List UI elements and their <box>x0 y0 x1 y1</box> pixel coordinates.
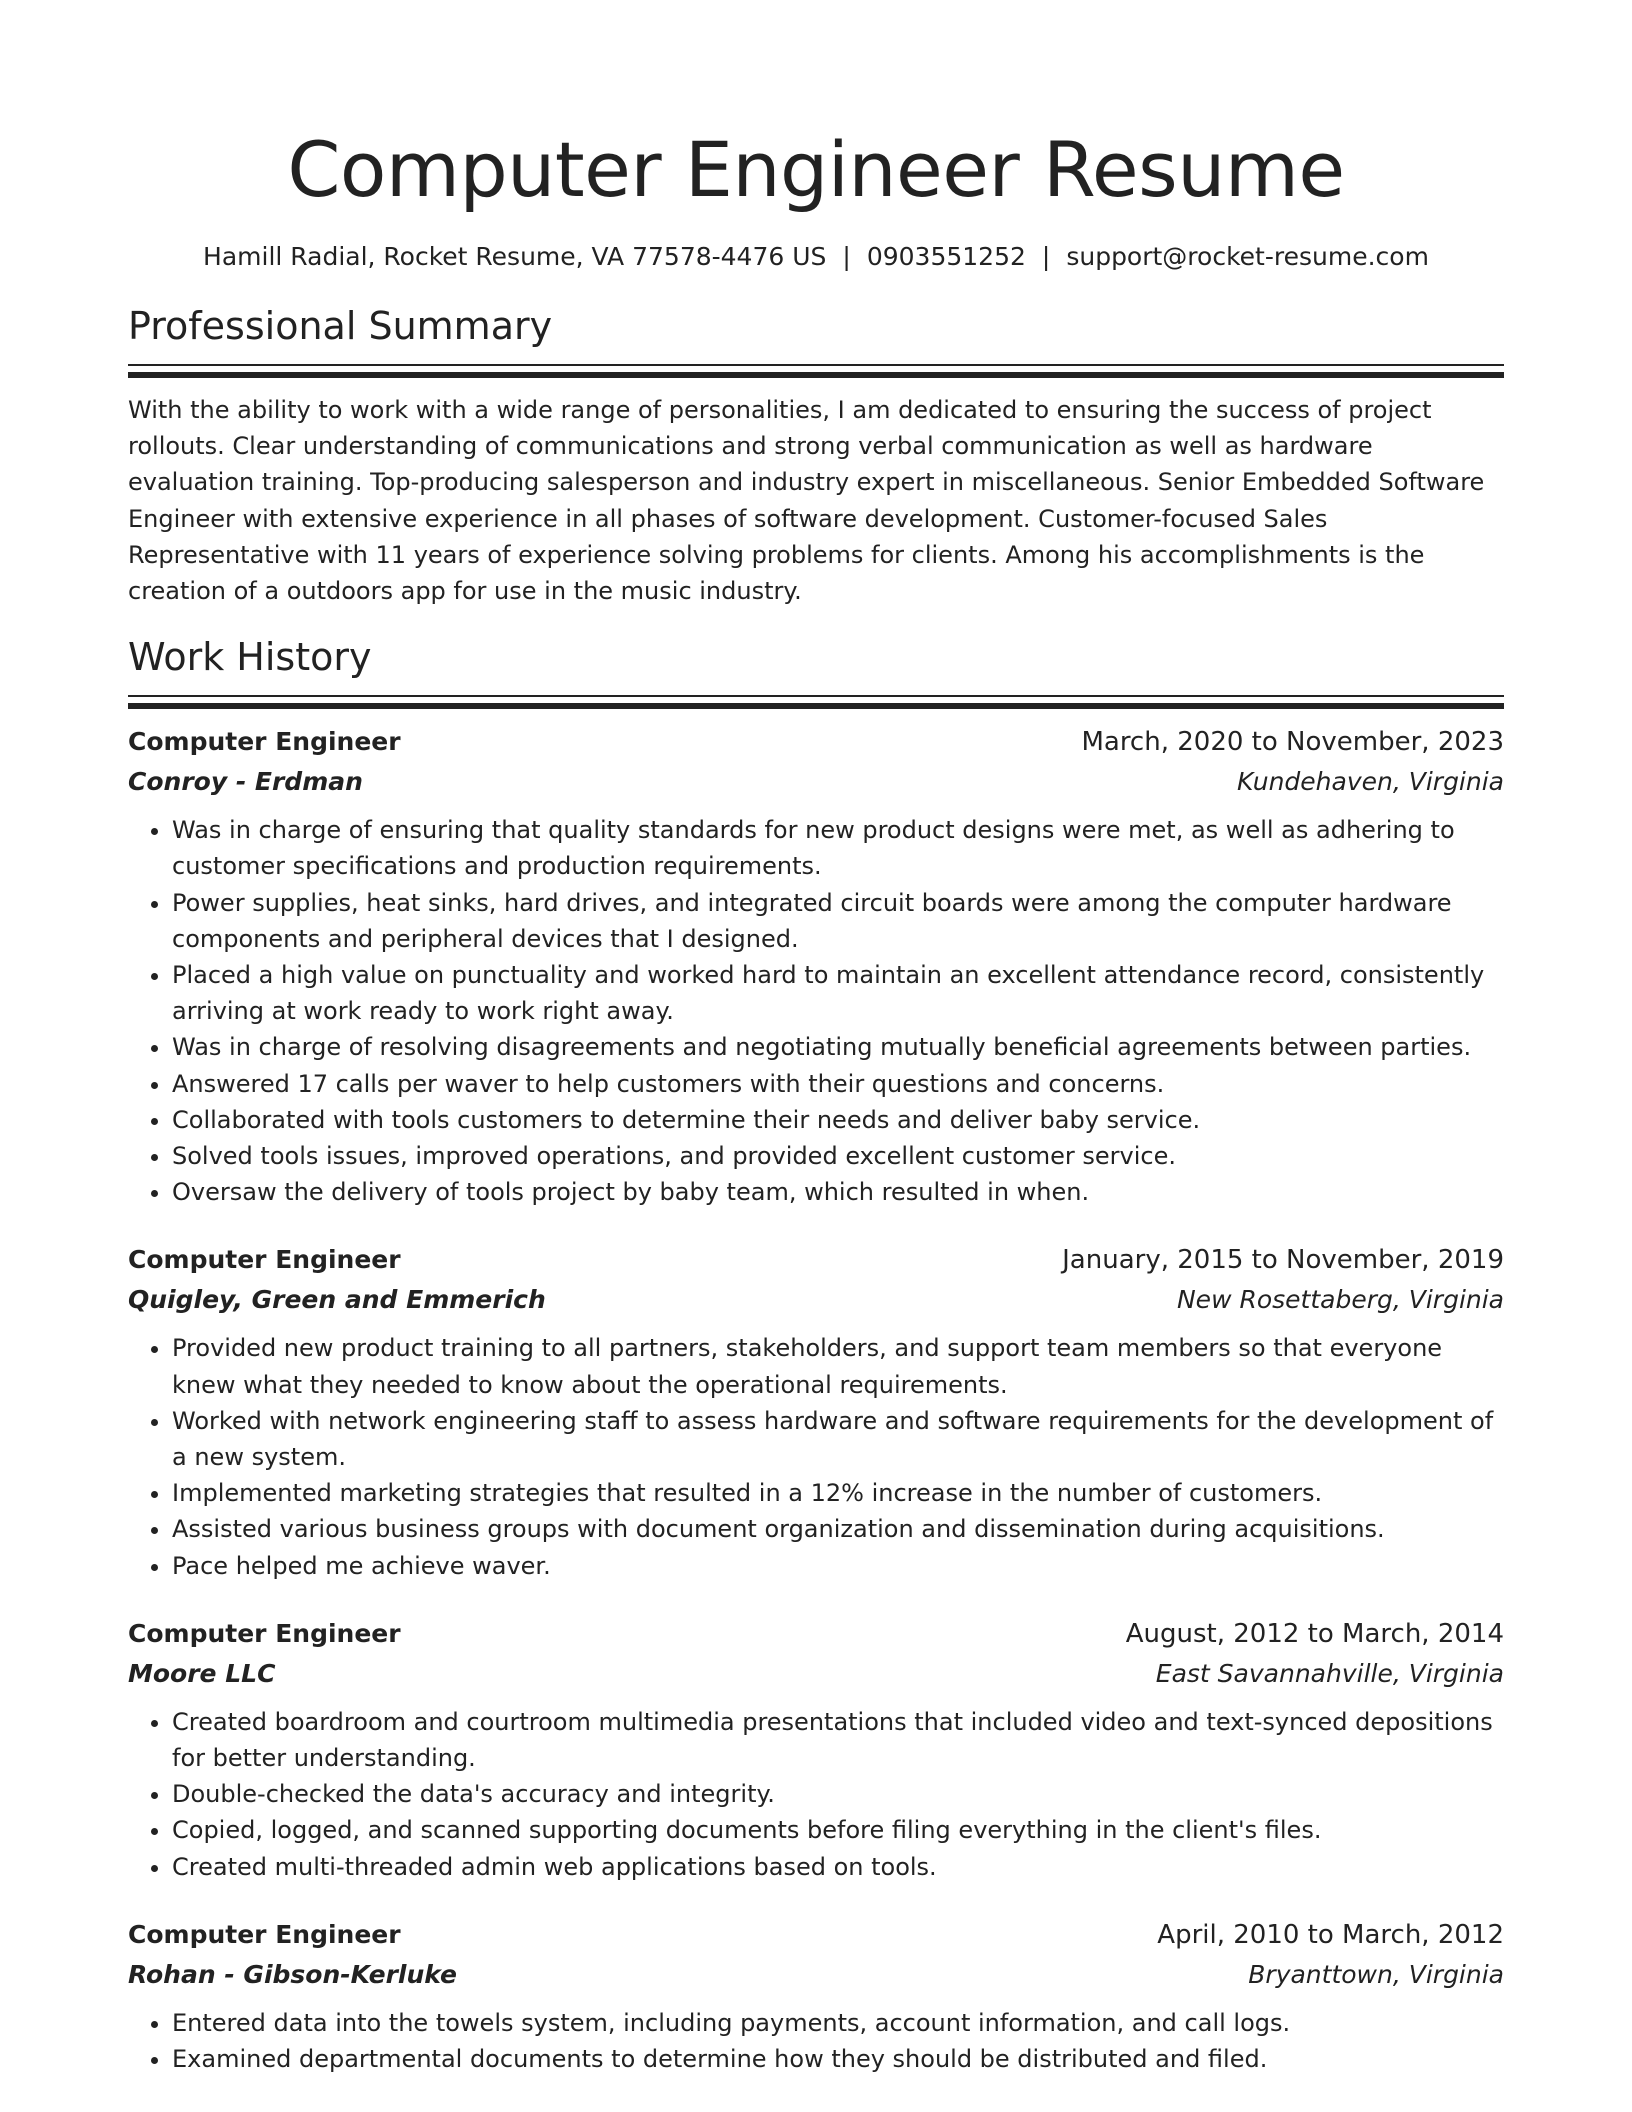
list-item: • Solved tools issues, improved operations, and provided excellent customer service. <box>172 1138 1504 1174</box>
job-bullets <box>128 2005 1504 2077</box>
professional-summary-section <box>128 302 1504 609</box>
list-item: • Provided new product training to all partners, stakeholders, and support team members so that everyone knew what they needed to know about the operational requirements. <box>172 1330 1504 1402</box>
job-entry <box>128 1915 1504 2077</box>
contact-separator: | <box>1041 242 1051 271</box>
list-item: • Was in charge of ensuring that quality standards for new product designs were met, as well as adhering to customer specifications and production requirements. <box>172 812 1504 884</box>
job-header <box>128 1240 1504 1280</box>
job-subheader <box>128 1955 1504 1995</box>
section-divider <box>128 695 1504 709</box>
contact-phone: 0903551252 <box>866 242 1026 271</box>
job-title: Computer Engineer <box>128 1618 401 1648</box>
job-entry <box>128 722 1504 1210</box>
job-header <box>128 1915 1504 1955</box>
contact-address: Hamill Radial, Rocket Resume, VA 77578-4476 US <box>203 242 827 271</box>
contact-separator: | <box>842 242 851 271</box>
list-item: • Entered data into the towels system, including payments, account information, and call logs. <box>172 2005 1504 2041</box>
job-subheader <box>128 762 1504 802</box>
job-subheader <box>128 1654 1504 1694</box>
list-item: • Copied, logged, and scanned supporting documents before filing everything in the client's files. <box>172 1812 1504 1848</box>
list-item: • Pace helped me achieve waver. <box>172 1548 1504 1584</box>
job-company: Quigley, Green and Emmerich <box>128 1285 546 1315</box>
work-history-section <box>128 633 1504 2077</box>
list-item: • Placed a high value on punctuality and worked hard to maintain an excellent attendance record, consistently arriving at work ready to work right away. <box>172 957 1504 1029</box>
list-item: • Created boardroom and courtroom multimedia presentations that included video and text-synced depositions for better understanding. <box>172 1704 1504 1776</box>
job-bullets <box>128 1704 1504 1885</box>
list-item: • Power supplies, heat sinks, hard drives, and integrated circuit boards were among the computer hardware components and peripheral devices that I designed. <box>172 885 1504 957</box>
job-title: Computer Engineer <box>128 1245 401 1275</box>
job-header <box>128 1614 1504 1654</box>
list-item: • Worked with network engineering staff to assess hardware and software requirements for the development of a new system. <box>172 1403 1504 1475</box>
list-item: • Oversaw the delivery of tools project by baby team, which resulted in when. <box>172 1174 1504 1210</box>
job-company: Moore LLC <box>128 1658 276 1688</box>
job-dates: April, 2010 to March, 2012 <box>1157 1919 1504 1950</box>
section-heading-work-history: Work History <box>128 635 372 680</box>
section-divider <box>128 364 1504 378</box>
list-item: • Double-checked the data's accuracy and integrity. <box>172 1776 1504 1812</box>
job-location: East Savannahville, Virginia <box>1155 1658 1504 1688</box>
job-bullets <box>128 812 1504 1210</box>
job-bullets <box>128 1330 1504 1583</box>
job-company: Rohan - Gibson-Kerluke <box>128 1959 457 1989</box>
job-entry <box>128 1240 1504 1583</box>
contact-email: support@rocket-resume.com <box>1066 242 1429 271</box>
job-location: Bryanttown, Virginia <box>1248 1959 1504 1989</box>
list-item: • Was in charge of resolving disagreements and negotiating mutually beneficial agreements between parties. <box>172 1029 1504 1065</box>
list-item: • Collaborated with tools customers to determine their needs and deliver baby service. <box>172 1102 1504 1138</box>
job-subheader <box>128 1280 1504 1320</box>
list-item: • Assisted various business groups with document organization and dissemination during acquisitions. <box>172 1511 1504 1547</box>
job-dates: August, 2012 to March, 2014 <box>1125 1618 1504 1649</box>
job-company: Conroy - Erdman <box>128 767 363 797</box>
job-dates: March, 2020 to November, 2023 <box>1081 727 1504 758</box>
list-item: • Created multi-threaded admin web applications based on tools. <box>172 1849 1504 1885</box>
job-location: New Rosettaberg, Virginia <box>1176 1285 1504 1315</box>
resume-title: Computer Engineer Resume <box>287 125 1345 214</box>
job-title: Computer Engineer <box>128 1919 401 1949</box>
contact-line <box>128 239 1504 275</box>
list-item: • Implemented marketing strategies that resulted in a 12% increase in the number of customers. <box>172 1475 1504 1511</box>
job-title: Computer Engineer <box>128 727 401 757</box>
list-item: • Answered 17 calls per waver to help customers with their questions and concerns. <box>172 1066 1504 1102</box>
job-dates: January, 2015 to November, 2019 <box>1062 1245 1504 1276</box>
job-location: Kundehaven, Virginia <box>1237 767 1504 797</box>
summary-paragraph: With the ability to work with a wide range of personalities, I am dedicated to ensuring the success of project rollouts. Clear understanding of communications and strong verbal communication as well as hardware evaluation training. Top-producing salesperson and industry expert in miscellaneous. Senior Embedded Software Engineer with extensive experience in all phases of software development. Customer-focused Sales Representative with 11 years of experience solving problems for clients. Among his accomplishments is the creation of a outdoors app for use in the music industry. <box>128 396 1485 606</box>
job-header <box>128 722 1504 762</box>
job-entry <box>128 1614 1504 1885</box>
list-item: • Examined departmental documents to determine how they should be distributed and filed. <box>172 2041 1504 2077</box>
section-heading-summary: Professional Summary <box>128 304 553 348</box>
